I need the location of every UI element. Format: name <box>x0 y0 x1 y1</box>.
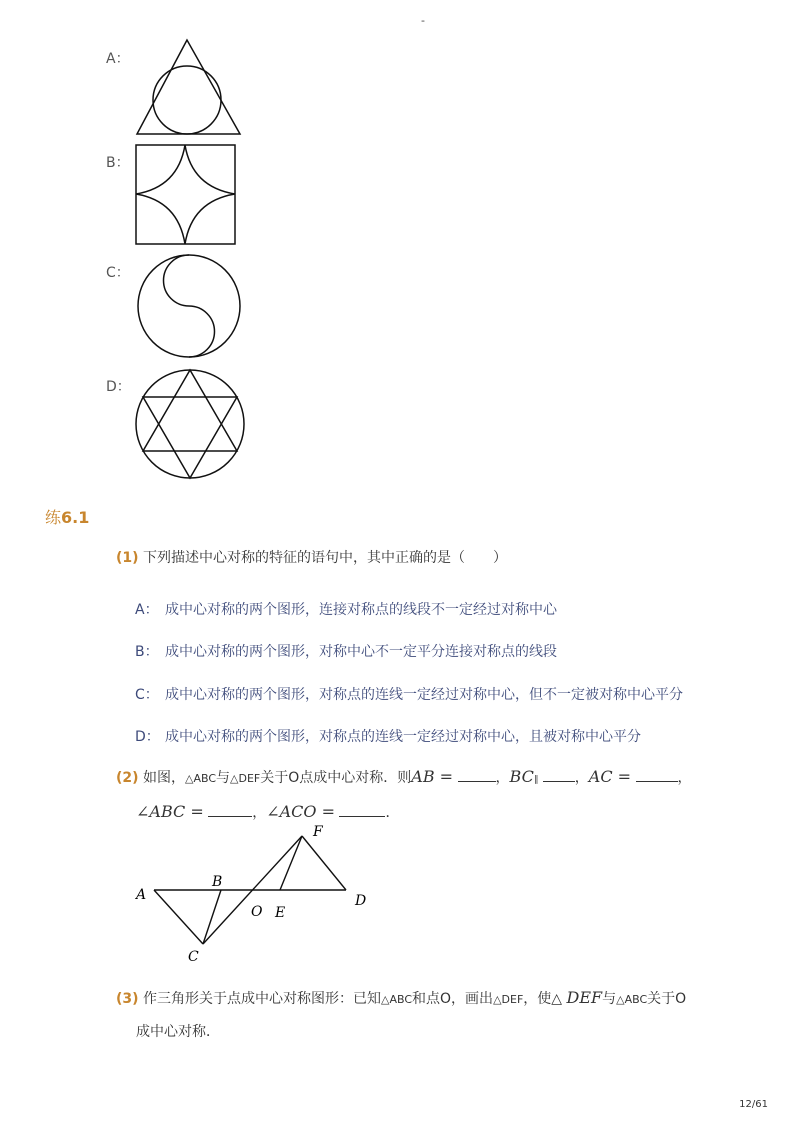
section-title <box>45 505 89 528</box>
q2-text-b: 与 <box>216 770 231 786</box>
question-1-number: (1) <box>116 550 139 566</box>
q2-ac: AC = <box>588 767 632 786</box>
q2-sep: ， <box>252 805 267 821</box>
q3-text-b: 和点O，画出 <box>412 991 494 1007</box>
choice-text: 成中心对称的两个图形，对称中心不一定平分连接对称点的线段 <box>165 644 557 660</box>
q3-text-a: 作三角形关于点成中心对称图形：已知 <box>143 991 381 1007</box>
q1-choice-d[interactable] <box>135 726 641 746</box>
top-mark: - <box>421 14 425 27</box>
q3-triangle-abc-2: △ABC <box>616 993 648 1006</box>
question-1 <box>116 547 507 567</box>
point-o-label: O <box>251 904 263 920</box>
blank-angle-abc[interactable] <box>208 804 252 817</box>
q2-end: ． <box>385 805 400 821</box>
q3-text-c: ，使△ <box>523 991 567 1007</box>
choice-label: C： <box>135 687 159 703</box>
q2-bc: BC <box>509 767 534 786</box>
question-1-text: 下列描述中心对称的特征的语句中，其中正确的是（ ） <box>143 550 507 566</box>
option-c-label: C： <box>106 265 130 281</box>
option-b-figure <box>135 144 237 246</box>
option-d-figure <box>134 367 246 481</box>
point-d-label: D <box>355 893 367 909</box>
q2-triangle-def: △DEF <box>230 772 261 785</box>
section-number: 6.1 <box>61 508 90 527</box>
q3-def: DEF <box>566 988 603 1007</box>
q3-text-d: 与 <box>602 991 617 1007</box>
option-b-label: B： <box>106 155 130 171</box>
question-3-number: (3) <box>116 991 139 1007</box>
question-2-line-2 <box>136 802 399 822</box>
q2-text-c: 关于O点成中心对称．则 <box>260 770 412 786</box>
q1-choice-c[interactable] <box>135 684 683 704</box>
question-2-line-1 <box>116 767 692 787</box>
section-prefix: 练 <box>45 508 62 527</box>
choice-label: B： <box>135 644 159 660</box>
question-2-number: (2) <box>116 770 139 786</box>
point-a-label: A <box>136 887 147 903</box>
q3-triangle-def: △DEF <box>493 993 524 1006</box>
q2-ab: AB = <box>411 767 454 786</box>
q2-angle-abc: ∠ABC = <box>136 802 204 821</box>
blank-angle-aco[interactable] <box>339 804 385 817</box>
q2-sep: ， <box>495 770 510 786</box>
point-c-label: C <box>188 949 199 965</box>
choice-label: A： <box>135 602 159 618</box>
point-e-label: E <box>275 905 286 921</box>
q2-sep: ， <box>677 770 692 786</box>
q2-text-a: 如图， <box>143 770 185 786</box>
option-a-figure <box>134 38 244 136</box>
q2-sep: ， <box>574 770 589 786</box>
page-number: 12/61 <box>739 1099 768 1110</box>
choice-text: 成中心对称的两个图形，连接对称点的线段不一定经过对称中心 <box>165 602 557 618</box>
q1-choice-b[interactable] <box>135 641 557 661</box>
option-c-figure <box>135 253 245 359</box>
q3-triangle-abc: △ABC <box>381 993 413 1006</box>
choice-text: 成中心对称的两个图形，对称点的连线一定经过对称中心，且被对称中心平分 <box>165 729 641 745</box>
choice-text: 成中心对称的两个图形，对称点的连线一定经过对称中心，但不一定被对称中心平分 <box>165 687 683 703</box>
blank-bc[interactable] <box>543 769 575 782</box>
option-a-label: A： <box>106 51 130 67</box>
question-2-figure <box>130 820 380 970</box>
blank-ac[interactable] <box>636 769 678 782</box>
blank-ab[interactable] <box>458 769 496 782</box>
question-3-line-1 <box>116 988 686 1008</box>
q1-choice-a[interactable] <box>135 599 557 619</box>
q2-angle-aco: ∠ACO = <box>266 802 336 821</box>
question-3-line-2: 成中心对称． <box>136 1024 220 1040</box>
q3-text-e: 关于O <box>647 991 687 1007</box>
q2-triangle-abc: △ABC <box>185 772 217 785</box>
option-d-label: D： <box>106 379 131 395</box>
point-f-label: F <box>313 824 323 840</box>
point-b-label: B <box>212 874 223 890</box>
choice-label: D： <box>135 729 160 745</box>
q2-bc-mark: ∥ <box>533 775 539 785</box>
